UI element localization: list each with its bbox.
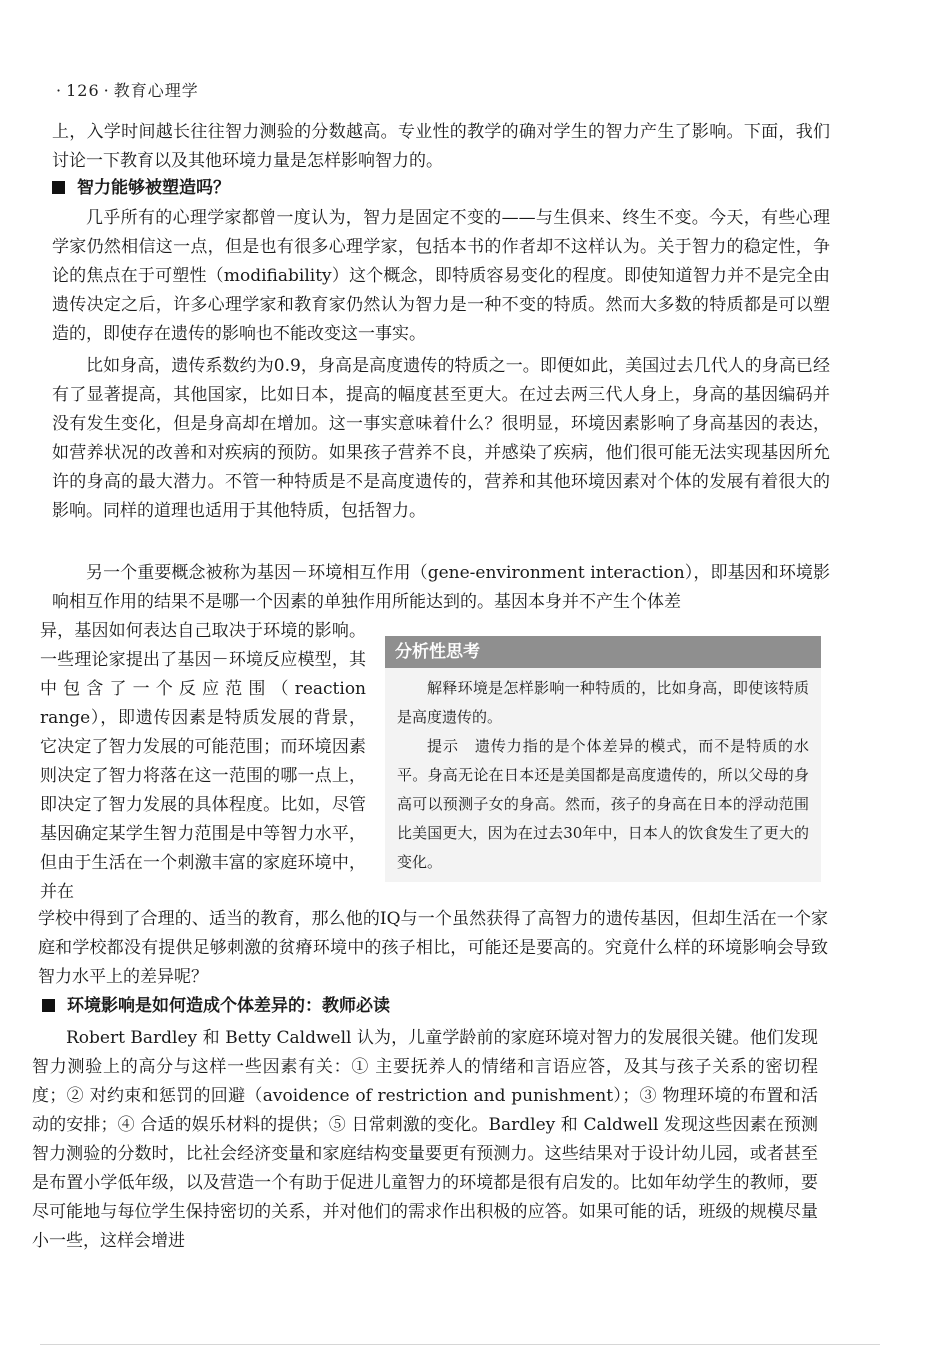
section-heading-malleability: 智力能够被塑造吗？	[52, 176, 230, 200]
heading-square-icon	[42, 999, 55, 1012]
analytical-thinking-box	[385, 636, 821, 882]
sidebar-title: 分析性思考	[385, 636, 821, 668]
intro-paragraph: 上，入学时间越长往往智力测验的分数越高。专业性的教学的确对学生的智力产生了影响。下面，我们讨论一下教育以及其他环境力量是怎样影响智力的。	[52, 122, 830, 171]
page-bottom-divider	[40, 1344, 880, 1345]
paragraph-bardley-caldwell: Robert Bardley 和 Betty Caldwell 认为，儿童学龄前的家庭环境对智力的发展很关键。他们发现智力测验上的高分与这样一些因素有关：① 主要抚养人的情绪和言语应答，及其与孩子关系的密切程度；② 对约束和惩罚的回避（avoidence of restriction and punishment）；③ 物理环境的布置和活动的安排；④ 合适的娱乐材料的提供；⑤ 日常刺激的变化。Bardley 和 Caldwell 发现这些因素在预测智力测验的分数时，比社会经济变量和家庭结构变量要更有预测力。这些结果对于设计幼儿园，或者甚至是布置小学低年级，以及营造一个有助于促进儿童智力的环境都是很有启发的。比如年幼学生的教师，要尽可能地与每位学生保持密切的关系，并对他们的需求作出积极的应答。如果可能的话，班级的规模尽量小一些，这样会增进	[32, 1028, 818, 1251]
heading-square-icon	[52, 181, 65, 194]
paragraph-height-example: 比如身高，遗传系数约为0.9，身高是高度遗传的特质之一。即便如此，美国过去几代人的身高已经有了显著提高，其他国家，比如日本，提高的幅度甚至更大。在过去两三代人身上，身高的基因编码并没有发生变化，但是身高却在增加。这一事实意味着什么？很明显，环境因素影响了身高基因的表达，如营养状况的改善和对疾病的预防。如果孩子营养不良，并感染了疾病，他们很可能无法实现基因所允许的身高的最大潜力。不管一种特质是不是高度遗传的，营养和其他环境因素对个体的发展有着很大的影响。同样的道理也适用于其他特质，包括智力。	[52, 356, 830, 521]
sidebar-hint: 提示 遗传力指的是个体差异的模式，而不是特质的水平。身高无论在日本还是美国都是高度遗传的，所以父母的身高可以预测子女的身高。然而，孩子的身高在日本的浮动范围比美国更大，因为在过去30年中，日本人的饮食发生了更大的变化。	[397, 737, 809, 871]
page-number: 126	[66, 81, 100, 100]
paragraph-modifiability: 几乎所有的心理学家都曾一度认为，智力是固定不变的——与生俱来、终生不变。今天，有些心理学家仍然相信这一点，但是也有很多心理学家，包括本书的作者却不这样认为。关于智力的稳定性，争论的焦点在于可塑性（modifiability）这个概念，即特质容易变化的程度。即使知道智力并不是完全由遗传决定之后，许多心理学家和教育家仍然认为智力是一种不变的特质。然而大多数的特质都是可以塑造的，即使存在遗传的影响也不能改变这一事实。	[52, 208, 830, 344]
paragraph-reaction-range: 异，基因如何表达自己取决于环境的影响。一些理论家提出了基因－环境反应模型，其中包含了一个反应范围（reaction range），即遗传因素是特质发展的背景，它决定了智力发展的可能范围；而环境因素则决定了智力将落在这一范围的哪一点上，即决定了智力发展的具体程度。比如，尽管基因确定某学生智力范围是中等智力水平，但由于生活在一个刺激丰富的家庭环境中，并在	[40, 621, 366, 902]
book-title: 教育心理学	[113, 81, 199, 100]
running-header: · 126 · 教育心理学	[56, 81, 199, 100]
sidebar-body	[385, 668, 821, 877]
sidebar-question: 解释环境是怎样影响一种特质的，比如身高，即使该特质是高度遗传的。	[397, 679, 809, 726]
section-heading-teachers: 环境影响是如何造成个体差异的：教师必读	[42, 994, 390, 1018]
paragraph-gene-environment: 另一个重要概念被称为基因－环境相互作用（gene-environment interaction），即基因和环境影响相互作用的结果不是哪一个因素的单独作用所能达到的。基因本身并不产生个体差	[52, 563, 830, 612]
paragraph-environment-comparison: 学校中得到了合理的、适当的教育，那么他的IQ与一个虽然获得了高智力的遗传基因，但却生活在一个家庭和学校都没有提供足够刺激的贫瘠环境中的孩子相比，可能还是要高的。究竟什么样的环境影响会导致智力水平上的差异呢？	[38, 909, 828, 987]
